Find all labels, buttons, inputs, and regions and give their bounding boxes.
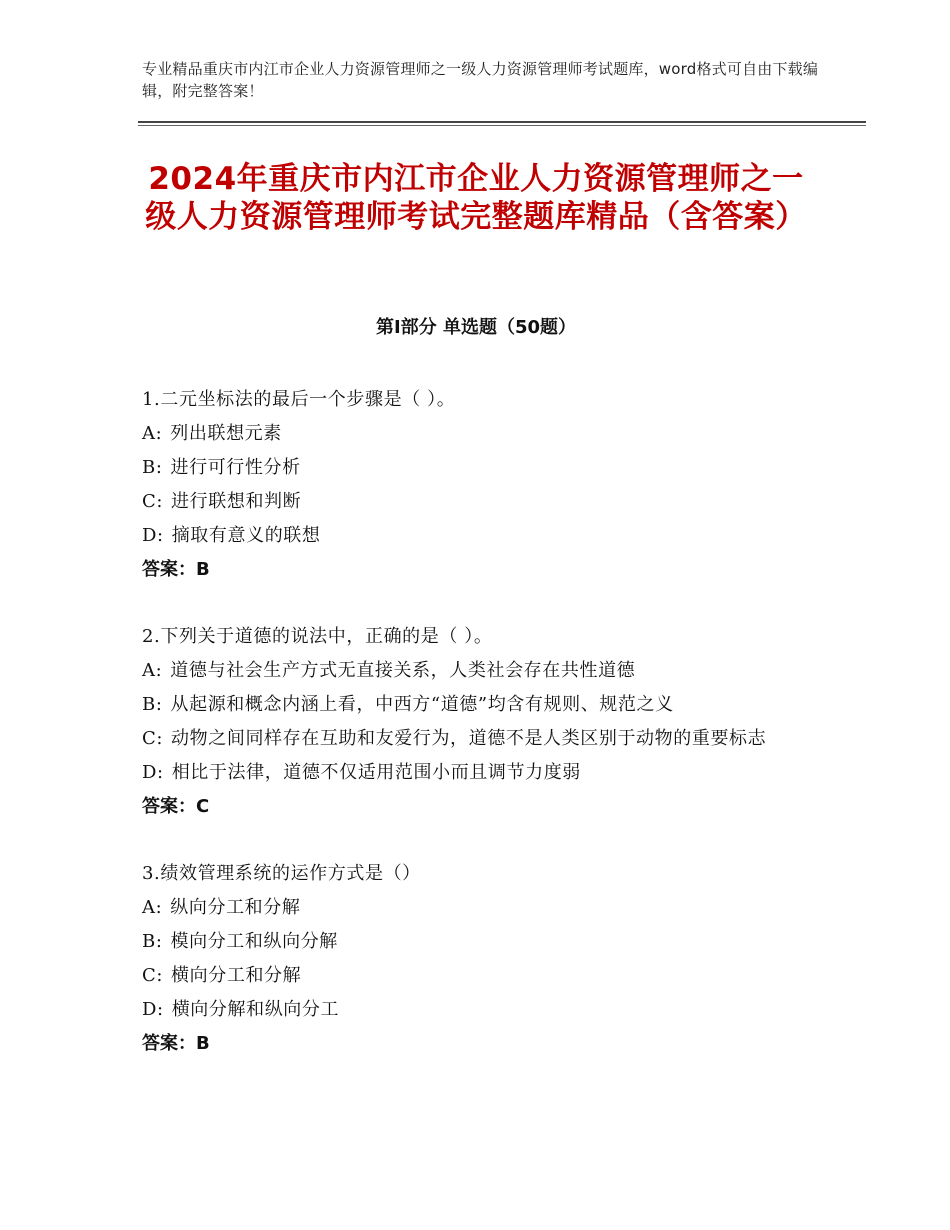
answer-label: 答案：B (142, 559, 210, 580)
option-letter: B: (142, 694, 163, 715)
option-c (142, 959, 812, 993)
option-letter: A: (142, 660, 163, 681)
option-text: 动物之间同样存在互助和友爱行为，道德不是人类区别于动物的重要标志 (171, 728, 767, 749)
option-letter: B: (142, 457, 163, 478)
answer-label: 答案：B (142, 1033, 210, 1054)
option-d (142, 519, 812, 553)
question-3 (142, 857, 812, 1061)
question-list (142, 383, 812, 1094)
option-c (142, 722, 812, 756)
question-stem: 2.下列关于道德的说法中，正确的是（ ）。 (142, 626, 493, 647)
question-1 (142, 383, 812, 587)
option-text: 横向分解和纵向分工 (171, 999, 340, 1020)
option-text: 摘取有意义的联想 (171, 525, 321, 546)
option-d (142, 993, 812, 1027)
option-d (142, 756, 812, 790)
option-letter: C: (142, 491, 164, 512)
option-letter: C: (142, 728, 164, 749)
answer-label: 答案：C (142, 796, 210, 817)
option-b (142, 688, 812, 722)
option-letter: D: (142, 762, 164, 783)
option-letter: A: (142, 897, 163, 918)
option-letter: D: (142, 525, 164, 546)
header-divider-thin (138, 125, 866, 126)
option-text: 列出联想元素 (170, 423, 282, 444)
header-divider-thick (138, 121, 866, 123)
option-a (142, 654, 812, 688)
option-a (142, 417, 812, 451)
option-text: 纵向分工和分解 (170, 897, 301, 918)
header-note: 专业精品重庆市内江市企业人力资源管理师之一级人力资源管理师考试题库，word格式可自由下载编辑，附完整答案！ (142, 60, 819, 100)
option-text: 相比于法律，道德不仅适用范围小而且调节力度弱 (171, 762, 581, 783)
option-text: 模向分工和纵向分解 (170, 931, 338, 952)
option-b (142, 451, 812, 485)
option-b (142, 925, 812, 959)
option-text: 横向分工和分解 (171, 965, 302, 986)
question-stem: 1.二元坐标法的最后一个步骤是（ ）。 (142, 389, 456, 410)
option-a (142, 891, 812, 925)
option-letter: D: (142, 999, 164, 1020)
question-2 (142, 620, 812, 824)
option-letter: A: (142, 423, 163, 444)
question-stem: 3.绩效管理系统的运作方式是（） (142, 863, 421, 884)
section-title: 第Ⅰ部分 单选题（50题） (375, 317, 576, 338)
option-letter: B: (142, 931, 163, 952)
option-letter: C: (142, 965, 164, 986)
option-text: 道德与社会生产方式无直接关系，人类社会存在共性道德 (170, 660, 636, 681)
document-title: 2024年重庆市内江市企业人力资源管理师之一级人力资源管理师考试完整题库精品（含答案） (145, 161, 807, 235)
option-text: 从起源和概念内涵上看，中西方“道德”均含有规则、规范之义 (170, 694, 674, 715)
option-text: 进行可行性分析 (170, 457, 301, 478)
option-c (142, 485, 812, 519)
option-text: 进行联想和判断 (171, 491, 302, 512)
